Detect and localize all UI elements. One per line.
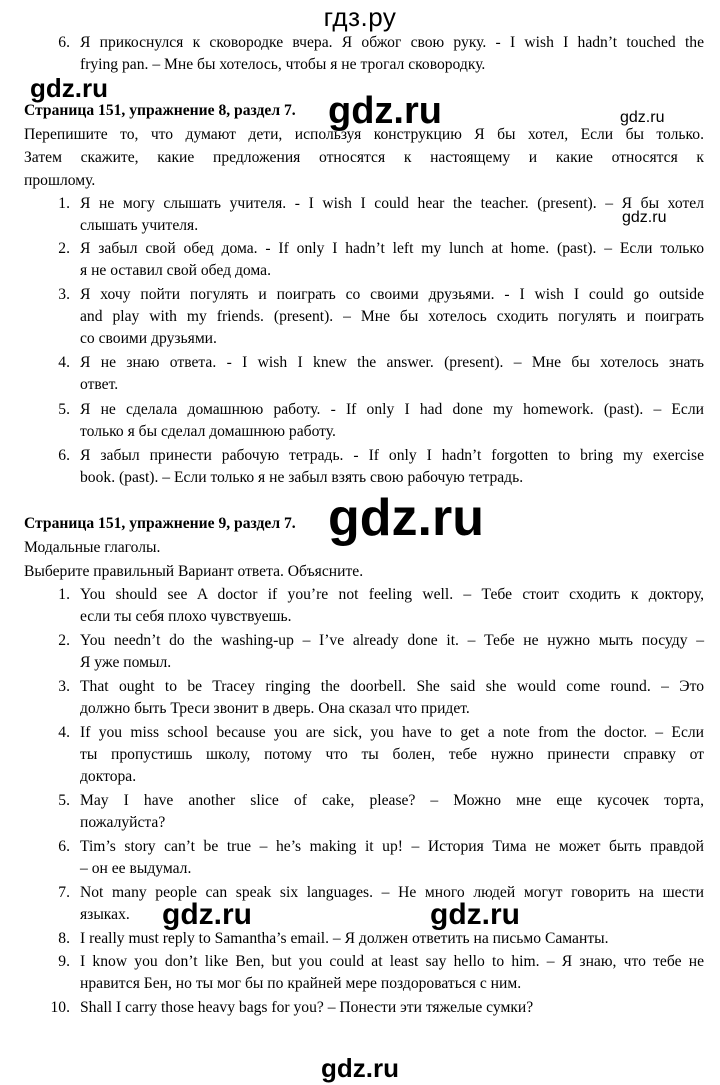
list-item-line: слышать учителя. — [80, 217, 199, 234]
intro-line: Затем скажите, какие предложения относятся к настоящему и какие относятся к — [24, 149, 704, 166]
list-number: 7. — [58, 884, 70, 901]
list-item — [80, 238, 704, 282]
list-item — [80, 951, 704, 995]
list-number: 4. — [58, 354, 70, 371]
list-number: 3. — [58, 678, 70, 695]
list-item-line: Я не могу слышать учителя. - I wish I could hear the teacher. (present). – Я бы хотел — [80, 195, 704, 212]
list-item-line: нравится Бен, но ты мог бы по крайней мере поздороваться с ним. — [80, 975, 522, 992]
list-item-line: I really must reply to Samantha’s email. – Я должен ответить на письмо Саманты. — [80, 930, 609, 947]
list-item-line: со своими друзьями. — [80, 330, 217, 347]
list-item-line: Я забыл свой обед дома. - If only I hadn’t left my lunch at home. (past). – Если только — [80, 240, 704, 257]
list-item-line: Я хочу пойти погулять и поиграть со своими друзьями. - I wish I could go outside — [80, 286, 704, 303]
list-number: 5. — [58, 792, 70, 809]
list-item — [80, 445, 704, 489]
list-number: 8. — [58, 930, 70, 947]
intro-line: Перепишите то, что думают дети, используя конструкцию Я бы хотел, Если бы только. — [24, 126, 704, 143]
list-item-line: Shall I carry those heavy bags for you? – Понести эти тяжелые сумки? — [80, 999, 534, 1016]
intro-line: прошлому. — [24, 172, 96, 189]
list-number: 4. — [58, 724, 70, 741]
list-item-line: Not many people can speak six languages. – Не много людей могут говорить на шести — [80, 884, 704, 901]
list-item-line: Я забыл принести рабочую тетрадь. - If only I hadn’t forgotten to bring my exercise — [80, 447, 704, 464]
section-instruction: Выберите правильный Вариант ответа. Объясните. — [24, 563, 364, 580]
list-item-line: ответ. — [80, 376, 119, 393]
list-item-line: Я не сделала домашнюю работу. - If only I had done my homework. (past). – Если — [80, 401, 704, 418]
list-number: 10. — [50, 999, 70, 1016]
section-subtitle: Модальные глаголы. — [24, 539, 161, 556]
list-number: 5. — [58, 401, 70, 418]
watermark: gdz.ru — [430, 898, 520, 931]
list-item — [80, 676, 704, 720]
list-item-line: – он ее выдумал. — [80, 860, 192, 877]
list-item-line: I know you don’t like Ben, but you could at least say hello to him. – Я знаю, что тебе не — [80, 953, 704, 970]
list-item — [80, 193, 704, 237]
list-item-line: book. (past). – Если только я не забыл взять свою рабочую тетрадь. — [80, 469, 524, 486]
list-item — [80, 630, 704, 674]
list-item — [80, 352, 704, 396]
header-watermark: гдз.ру — [323, 2, 397, 32]
list-item — [80, 399, 704, 443]
list-number: 9. — [58, 953, 70, 970]
list-item-line: May I have another slice of cake, please? – Можно мне еще кусочек торта, — [80, 792, 704, 809]
list-number: 6. — [58, 34, 70, 51]
watermark: gdz.ru — [328, 489, 484, 547]
list-item-line: если ты себя плохо чувствуешь. — [80, 608, 292, 625]
list-item-line: frying pan. – Мне бы хотелось, чтобы я не трогал сковородку. — [80, 56, 486, 73]
list-item — [80, 836, 704, 880]
list-item-line: You should see A doctor if you’re not feeling well. – Тебе стоит сходить к доктору, — [80, 586, 704, 603]
list-item-line: and play with my friends. (present). – Мне бы хотелось сходить погулять и поиграть — [80, 308, 704, 325]
list-number: 1. — [58, 586, 70, 603]
list-item — [80, 997, 704, 1019]
list-item-line: должно быть Треси звонит в дверь. Она сказал что придет. — [80, 700, 470, 717]
footer-watermark: gdz.ru — [321, 1053, 399, 1083]
watermark: gdz.ru — [162, 898, 252, 931]
list-item-line: Tim’s story can’t be true – he’s making it up! – История Тима не может быть правдой — [80, 838, 704, 855]
list-item — [80, 928, 704, 950]
list-item-line: If you miss school because you are sick, you have to get a note from the doctor. – Если — [80, 724, 704, 741]
list-number: 6. — [58, 447, 70, 464]
list-item-line: ты пропустишь школу, потому что ты болен, тебе нужно принести справку от — [80, 746, 704, 763]
list-item-line: только я бы сделал домашнюю работу. — [80, 423, 336, 440]
list-item — [80, 790, 704, 834]
list-item — [80, 32, 704, 76]
list-number: 2. — [58, 632, 70, 649]
list-item-line: доктора. — [80, 768, 137, 785]
list-number: 2. — [58, 240, 70, 257]
list-number: 3. — [58, 286, 70, 303]
watermark: gdz.ru — [620, 109, 665, 126]
list-item — [80, 722, 704, 788]
watermark: gdz.ru — [30, 73, 108, 103]
list-item — [80, 584, 704, 628]
list-item-line: Я уже помыл. — [80, 654, 172, 671]
list-item-line: я не оставил свой обед дома. — [80, 262, 271, 279]
list-item — [80, 284, 704, 350]
watermark: gdz.ru — [622, 209, 667, 226]
list-item-line: пожалуйста? — [80, 814, 166, 831]
list-item-line: You needn’t do the washing-up – I’ve already done it. – Тебе не нужно мыть посуду – — [80, 632, 704, 649]
list-item-line: That ought to be Tracey ringing the doorbell. She said she would come round. – Это — [80, 678, 704, 695]
list-number: 1. — [58, 195, 70, 212]
list-number: 6. — [58, 838, 70, 855]
list-item-line: Я не знаю ответа. - I wish I knew the answer. (present). – Мне бы хотелось знать — [80, 354, 704, 371]
section-heading: Страница 151, упражнение 8, раздел 7. — [24, 102, 296, 119]
section-heading: Страница 151, упражнение 9, раздел 7. — [24, 515, 296, 532]
watermark: gdz.ru — [328, 90, 442, 132]
list-item-line: языках. — [80, 906, 130, 923]
list-item-line: Я прикоснулся к сковородке вчера. Я обжог свою руку. - I wish I hadn’t touched the — [80, 34, 704, 51]
